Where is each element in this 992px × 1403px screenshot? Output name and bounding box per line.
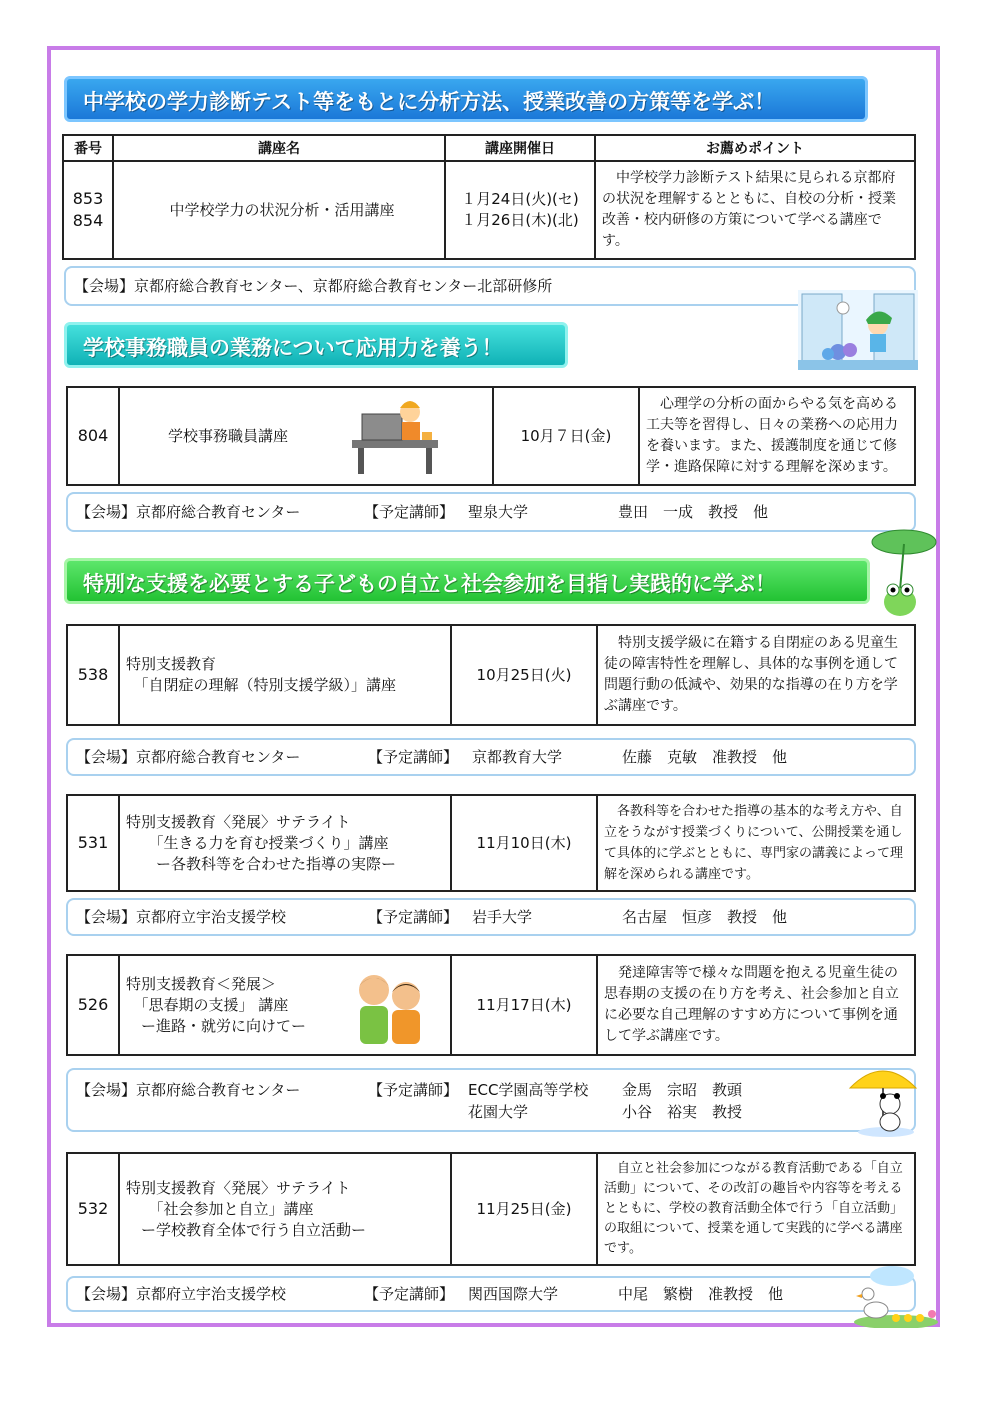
table-row bbox=[67, 625, 915, 725]
course-number: 531 bbox=[67, 795, 119, 891]
frog-leaf-illustration bbox=[870, 528, 942, 624]
lecturer-label: 【予定講師】 bbox=[368, 748, 459, 766]
panda-umbrella-illustration bbox=[846, 1062, 920, 1138]
lecturer-org: 聖泉大学 bbox=[468, 503, 529, 521]
course-name: 特別支援教育〈発展〉サテライト 「社会参加と自立」講座 ー学校教育全体で行う自立活動ー bbox=[119, 1153, 451, 1265]
table-row bbox=[63, 161, 915, 259]
course-table-2 bbox=[66, 386, 916, 486]
course-date: 11月17日(木) bbox=[451, 955, 597, 1055]
venue-place: 【会場】京都府総合教育センター bbox=[76, 1081, 301, 1099]
course-number: 804 bbox=[67, 387, 119, 485]
lecturer-org-2: 花園大学 bbox=[468, 1103, 529, 1121]
lecturer-label: 【予定講師】 bbox=[368, 908, 459, 926]
venue-box-532 bbox=[66, 1276, 916, 1312]
course-table-538 bbox=[66, 624, 916, 726]
course-date: 11月25日(金) bbox=[451, 1153, 597, 1265]
lecturer-name: 佐藤 克敏 准教授 他 bbox=[622, 748, 788, 766]
lecturer-label: 【予定講師】 bbox=[368, 1081, 459, 1099]
course-name: 特別支援教育〈発展〉サテライト 「生きる力を育む授業づくり」講座 ー各教科等を合わせた指導の実際ー bbox=[119, 795, 451, 891]
course-name: 学校事務職員講座 bbox=[119, 387, 493, 485]
course-point: 自立と社会参加につながる教育活動である「自立活動」について、その改訂の趣旨や内容等を考えるとともに、学校の教育活動全体で行う「自立活動」の取組について、授業を通して実践的に学べる講座です。 bbox=[597, 1153, 915, 1265]
course-point: 発達障害等で様々な問題を抱える児童生徒の思春期の支援の在り方を考え、社会参加と自立に必要な自己理解のすすめ方について事例を通して学ぶ講座です。 bbox=[597, 955, 915, 1055]
header-number: 番号 bbox=[63, 135, 113, 161]
lecturer-org: 岩手大学 bbox=[472, 908, 533, 926]
course-date: 10月７日(金) bbox=[493, 387, 639, 485]
course-table-526 bbox=[66, 954, 916, 1056]
course-table-532 bbox=[66, 1152, 916, 1266]
course-date: 11月10日(木) bbox=[451, 795, 597, 891]
course-number: 853 854 bbox=[63, 161, 113, 259]
table-row bbox=[67, 795, 915, 891]
lecturer-name: 金馬 宗昭 教頭 bbox=[622, 1081, 743, 1099]
section-banner-2: 学校事務職員の業務について応用力を養う！ bbox=[64, 322, 568, 368]
lecturer-name-2: 小谷 裕実 教授 bbox=[622, 1103, 743, 1121]
lecturer-label: 【予定講師】 bbox=[364, 1285, 455, 1303]
lecturer-name: 豊田 一成 教授 他 bbox=[618, 503, 769, 521]
course-point: 心理学の分析の面からやる気を高める工夫等を習得し、日々の業務への応用力を養います。また、援護制度を通じて修学・進路保障に対する理解を深めます。 bbox=[639, 387, 915, 485]
window-girl-illustration bbox=[798, 290, 918, 370]
computer-worker-illustration bbox=[348, 392, 442, 476]
course-number: 538 bbox=[67, 625, 119, 725]
course-date: 10月25日(火) bbox=[451, 625, 597, 725]
table-row bbox=[67, 955, 915, 1055]
course-table-531 bbox=[66, 794, 916, 892]
venue-place: 【会場】京都府総合教育センター bbox=[76, 503, 301, 521]
course-name: 特別支援教育 「自閉症の理解（特別支援学級）」講座 bbox=[119, 625, 451, 725]
venue-box-2 bbox=[66, 492, 916, 532]
course-name: 中学校学力の状況分析・活用講座 bbox=[113, 161, 445, 259]
lecturer-org: 京都教育大学 bbox=[472, 748, 563, 766]
venue-text: 【会場】京都府総合教育センター、京都府総合教育センター北部研修所 bbox=[74, 277, 553, 295]
section-banner-3: 特別な支援を必要とする子どもの自立と社会参加を目指し実践的に学ぶ！ bbox=[64, 558, 870, 604]
section-banner-1: 中学校の学力診断テスト等をもとに分析方法、授業改善の方策等を学ぶ！ bbox=[64, 76, 868, 122]
lecturer-org: 関西国際大学 bbox=[468, 1285, 559, 1303]
table-header-row bbox=[63, 135, 915, 161]
course-number: 526 bbox=[67, 955, 119, 1055]
table-row bbox=[67, 1153, 915, 1265]
venue-box-538 bbox=[66, 738, 916, 776]
table-row bbox=[67, 387, 915, 485]
two-boys-illustration bbox=[348, 966, 432, 1046]
header-point: お薦めポイント bbox=[595, 135, 915, 161]
venue-place: 【会場】京都府立宇治支援学校 bbox=[76, 908, 287, 926]
course-point: 中学校学力診断テスト結果に見られる京都府の状況を理解するとともに、自校の分析・授業改善・校内研修の方策について学べる講座です。 bbox=[595, 161, 915, 259]
venue-box-1 bbox=[64, 266, 916, 306]
venue-place: 【会場】京都府総合教育センター bbox=[76, 748, 301, 766]
course-number: 532 bbox=[67, 1153, 119, 1265]
lecturer-org: ECC学園高等学校 bbox=[468, 1081, 589, 1099]
venue-box-526 bbox=[66, 1068, 916, 1132]
header-course-name: 講座名 bbox=[113, 135, 445, 161]
header-date: 講座開催日 bbox=[445, 135, 595, 161]
venue-place: 【会場】京都府立宇治支援学校 bbox=[76, 1285, 287, 1303]
course-point: 特別支援学級に在籍する自閉症のある児童生徒の障害特性を理解し、具体的な事例を通して問題行動の低減や、効果的な指導の在り方を学ぶ講座です。 bbox=[597, 625, 915, 725]
course-name: 特別支援教育＜発展＞ 「思春期の支援」 講座 ー進路・就労に向けてー bbox=[119, 955, 451, 1055]
venue-box-531 bbox=[66, 898, 916, 936]
lecturer-label: 【予定講師】 bbox=[364, 503, 455, 521]
duck-flowers-illustration bbox=[852, 1262, 940, 1328]
lecturer-name: 名古屋 恒彦 教授 他 bbox=[622, 908, 788, 926]
course-table-1 bbox=[62, 134, 916, 260]
course-point: 各教科等を合わせた指導の基本的な考え方や、自立をうながす授業づくりについて、公開授業を通して具体的に学ぶとともに、専門家の講義によって理解を深められる講座です。 bbox=[597, 795, 915, 891]
course-date: １月24日(火)(セ) １月26日(木)(北) bbox=[445, 161, 595, 259]
lecturer-name: 中尾 繁樹 准教授 他 bbox=[618, 1285, 784, 1303]
